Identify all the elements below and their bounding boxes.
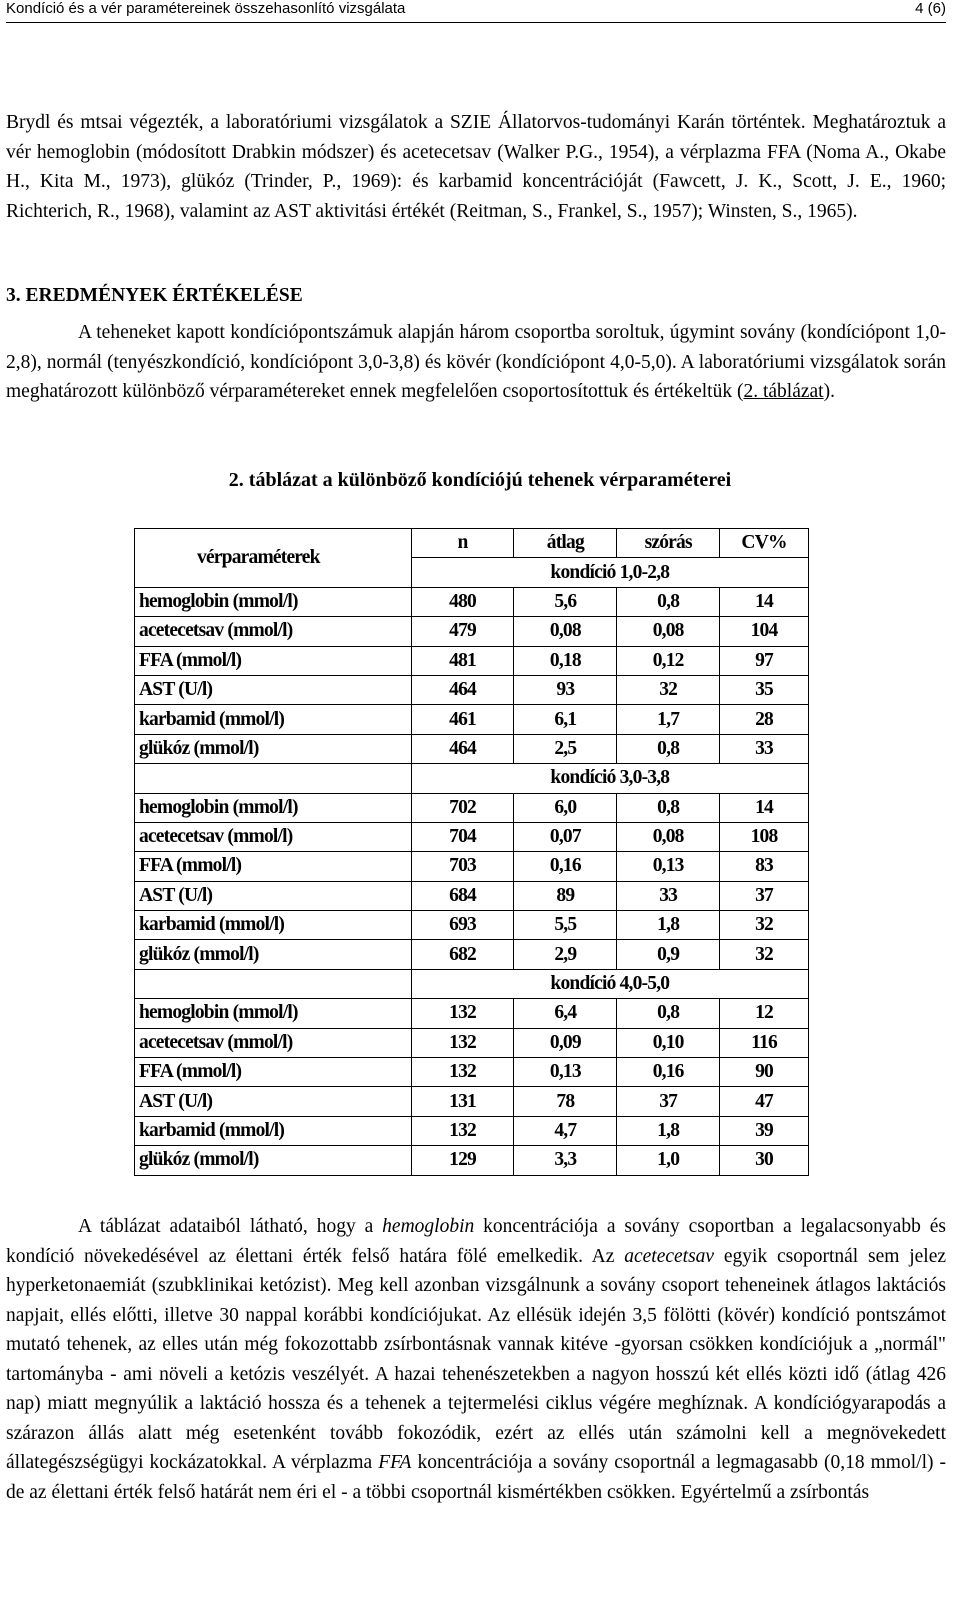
value-cell: 0,08 — [514, 617, 617, 646]
group-label: kondíció 4,0-5,0 — [411, 969, 808, 998]
value-cell: 703 — [411, 852, 514, 881]
parameter-name: AST (U/l) — [135, 1087, 412, 1116]
value-cell: 47 — [720, 1087, 809, 1116]
group-label: kondíció 3,0-3,8 — [411, 764, 808, 793]
methods-paragraph: Brydl és mtsai végezték, a laboratóriumi vizsgálatok a SZIE Állatorvos-tudományi Karán történtek. Meghatároztuk a vér hemoglobin (módosított Drabkin módszer) és acetecetsav (Walker P.G., 1954), a vérplazma FFA (Noma A., Okabe H., Kita M., 1973), glükóz (Trinder, P., 1969): és karbamid koncentrációját (Fawcett, J. K., Scott, J. E., 1960; Richterich, R., 1968), valamint az AST aktivitási értékét (Reitman, S., Frankel, S., 1957); Winsten, S., 1965). — [6, 112, 946, 222]
value-cell: 78 — [514, 1087, 617, 1116]
value-cell: 5,6 — [514, 587, 617, 616]
value-cell: 32 — [617, 675, 720, 704]
value-cell: 32 — [720, 940, 809, 969]
value-cell: 0,10 — [617, 1028, 720, 1057]
table-row — [135, 587, 809, 616]
value-cell: 132 — [411, 1028, 514, 1057]
column-header: n — [411, 529, 514, 558]
table-row — [135, 1058, 809, 1087]
value-cell: 704 — [411, 822, 514, 851]
group-label: kondíció 1,0-2,8 — [411, 558, 808, 587]
blood-parameters-table — [134, 528, 809, 1176]
table-row — [135, 999, 809, 1028]
value-cell: 0,8 — [617, 734, 720, 763]
table-row — [135, 734, 809, 763]
value-cell: 0,16 — [514, 852, 617, 881]
discussion-text-4: koncentrációja a sovány csoportnál a legmagasabb (0,18 mmol/l) - de az élettani érték felső határát nem éri el - a többi csoportnál kismértékben csökken. Egyértelmű a zsírbontás — [6, 1452, 946, 1503]
value-cell: 0,07 — [514, 822, 617, 851]
parameter-name: karbamid (mmol/l) — [135, 705, 412, 734]
section-heading: 3. EREDMÉNYEK ÉRTÉKELÉSE — [6, 285, 303, 306]
page-header — [6, 0, 946, 23]
table-row — [135, 1146, 809, 1175]
value-cell: 104 — [720, 617, 809, 646]
value-cell: 481 — [411, 646, 514, 675]
parameter-name: hemoglobin (mmol/l) — [135, 999, 412, 1028]
value-cell: 0,13 — [617, 852, 720, 881]
column-header: átlag — [514, 529, 617, 558]
table-row — [135, 940, 809, 969]
parameter-name: hemoglobin (mmol/l) — [135, 587, 412, 616]
value-cell: 132 — [411, 1058, 514, 1087]
value-cell: 464 — [411, 734, 514, 763]
term-acetecetsav: acetecetsav — [624, 1245, 715, 1267]
value-cell: 1,8 — [617, 911, 720, 940]
parameter-name: karbamid (mmol/l) — [135, 911, 412, 940]
table-row — [135, 793, 809, 822]
value-cell: 461 — [411, 705, 514, 734]
value-cell: 6,1 — [514, 705, 617, 734]
value-cell: 0,8 — [617, 793, 720, 822]
value-cell: 0,12 — [617, 646, 720, 675]
results-paragraph — [6, 318, 946, 407]
parameter-name: AST (U/l) — [135, 881, 412, 910]
value-cell: 132 — [411, 1116, 514, 1145]
value-cell: 464 — [411, 675, 514, 704]
value-cell: 28 — [720, 705, 809, 734]
parameter-name: hemoglobin (mmol/l) — [135, 793, 412, 822]
value-cell: 0,8 — [617, 999, 720, 1028]
table-row — [135, 646, 809, 675]
page-number: 4 (6) — [915, 0, 946, 17]
running-title: Kondíció és a vér paramétereinek összehasonlító vizsgálata — [6, 0, 406, 17]
value-cell: 0,8 — [617, 587, 720, 616]
value-cell: 33 — [617, 881, 720, 910]
value-cell: 0,16 — [617, 1058, 720, 1087]
parameter-name: acetecetsav (mmol/l) — [135, 822, 412, 851]
table-row — [135, 675, 809, 704]
value-cell: 702 — [411, 793, 514, 822]
value-cell: 0,08 — [617, 617, 720, 646]
table-row — [135, 911, 809, 940]
parameter-name: FFA (mmol/l) — [135, 852, 412, 881]
value-cell: 4,7 — [514, 1116, 617, 1145]
value-cell: 0,08 — [617, 822, 720, 851]
table-row — [135, 822, 809, 851]
value-cell: 83 — [720, 852, 809, 881]
value-cell: 33 — [720, 734, 809, 763]
empty-cell — [135, 969, 412, 998]
value-cell: 116 — [720, 1028, 809, 1057]
value-cell: 480 — [411, 587, 514, 616]
empty-cell — [135, 764, 412, 793]
table-row — [135, 1087, 809, 1116]
value-cell: 6,0 — [514, 793, 617, 822]
discussion-text-1: A táblázat adataiból látható, hogy a — [78, 1216, 383, 1237]
value-cell: 6,4 — [514, 999, 617, 1028]
value-cell: 90 — [720, 1058, 809, 1087]
table-row — [135, 852, 809, 881]
value-cell: 0,9 — [617, 940, 720, 969]
value-cell: 684 — [411, 881, 514, 910]
parameter-name: karbamid (mmol/l) — [135, 1116, 412, 1145]
table-row — [135, 705, 809, 734]
term-ffa: FFA — [378, 1452, 412, 1473]
value-cell: 479 — [411, 617, 514, 646]
column-header: szórás — [617, 529, 720, 558]
value-cell: 131 — [411, 1087, 514, 1116]
value-cell: 1,7 — [617, 705, 720, 734]
discussion-text-2: koncentrációja a sovány csoportban a legalacsonyabb és kondíció növekedésével az élettani érték felső határa fölé emelkedik. Az — [6, 1216, 946, 1267]
value-cell: 0,18 — [514, 646, 617, 675]
parameter-name: glükóz (mmol/l) — [135, 734, 412, 763]
group-header-row — [135, 969, 809, 998]
value-cell: 14 — [720, 587, 809, 616]
value-cell: 30 — [720, 1146, 809, 1175]
value-cell: 35 — [720, 675, 809, 704]
table-row — [135, 617, 809, 646]
table-reference-link[interactable]: 2. táblázat — [743, 381, 824, 402]
parameter-name: acetecetsav (mmol/l) — [135, 617, 412, 646]
value-cell: 682 — [411, 940, 514, 969]
value-cell: 37 — [617, 1087, 720, 1116]
value-cell: 32 — [720, 911, 809, 940]
value-cell: 0,13 — [514, 1058, 617, 1087]
value-cell: 3,3 — [514, 1146, 617, 1175]
parameter-name: glükóz (mmol/l) — [135, 1146, 412, 1175]
results-text: A teheneket kapott kondíciópontszámuk alapján három csoportba soroltuk, úgymint sovány (kondíciópont 1,0-2,8), normál (tenyészkondíció, kondíciópont 3,0-3,8) és kövér (kondíciópont 4,0-5,0). A laboratóriumi vizsgálatok során meghatározott különböző vérparamétereket ennek megfelelően csoportosítottuk és értékeltük ( — [6, 322, 946, 402]
value-cell: 1,8 — [617, 1116, 720, 1145]
parameter-name: FFA (mmol/l) — [135, 646, 412, 675]
value-cell: 1,0 — [617, 1146, 720, 1175]
row-header-cell: vérparaméterek — [135, 529, 412, 588]
value-cell: 97 — [720, 646, 809, 675]
value-cell: 89 — [514, 881, 617, 910]
value-cell: 0,09 — [514, 1028, 617, 1057]
value-cell: 14 — [720, 793, 809, 822]
value-cell: 37 — [720, 881, 809, 910]
value-cell: 2,5 — [514, 734, 617, 763]
group-header-row — [135, 529, 809, 558]
value-cell: 39 — [720, 1116, 809, 1145]
results-text-end: ). — [823, 381, 835, 402]
column-header: CV% — [720, 529, 809, 558]
value-cell: 108 — [720, 822, 809, 851]
term-hemoglobin: hemoglobin — [382, 1216, 475, 1237]
value-cell: 93 — [514, 675, 617, 704]
group-header-row — [135, 764, 809, 793]
value-cell: 693 — [411, 911, 514, 940]
table-row — [135, 881, 809, 910]
parameter-name: acetecetsav (mmol/l) — [135, 1028, 412, 1057]
value-cell: 2,9 — [514, 940, 617, 969]
table-row — [135, 1028, 809, 1057]
table-caption: 2. táblázat a különböző kondíciójú tehenek vérparaméterei — [228, 469, 732, 491]
value-cell: 12 — [720, 999, 809, 1028]
parameter-name: AST (U/l) — [135, 675, 412, 704]
table-row — [135, 1116, 809, 1145]
discussion-paragraph — [6, 1212, 946, 1507]
parameter-name: FFA (mmol/l) — [135, 1058, 412, 1087]
value-cell: 132 — [411, 999, 514, 1028]
discussion-text-3: egyik csoportnál sem jelez hyperketonaemiát (szubklinikai ketózist). Meg kell azonban vizsgálnunk a sovány csoport teheneinek átlagos laktációs napjait, ellés előtti, illetve 30 nappal korábbi kondíciójukat. Az ellésük idején 3,5 fölötti (kövér) kondíció pontszámot mutató tehenek, az elles után még fokozottabb zsírbontásnak vannak kitéve -gyorsan csökken kondíciójuk a „normál" tartományba - ami növeli a ketózis veszélyét. A hazai tehenészetekben a nagyon hosszú két ellés közti idő (átlag 426 nap) miatt megnyúlik a laktáció hossza és a tehenek a tejtermelési ciklus végére meghíznak. A kondíciógyarapodás a szárazon állás alatt még esetenként tovább fokozódik, ezért az ellés után számolni kell a megnövekedett állategészségügyi kockázatokkal. A vérplazma — [6, 1245, 947, 1473]
value-cell: 5,5 — [514, 911, 617, 940]
parameter-name: glükóz (mmol/l) — [135, 940, 412, 969]
value-cell: 129 — [411, 1146, 514, 1175]
